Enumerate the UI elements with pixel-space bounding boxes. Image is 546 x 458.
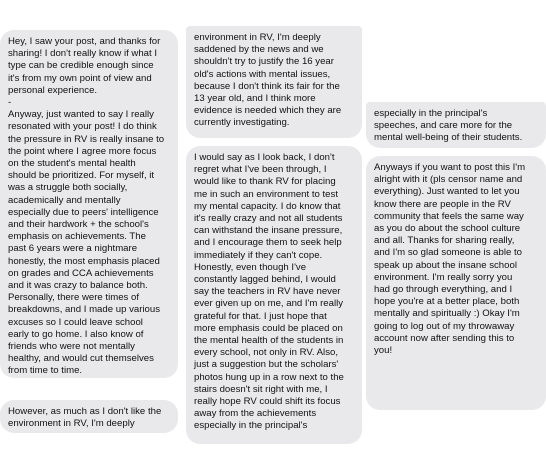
message-text: However, as much as I don't like the environment in RV, I'm deeply [8, 406, 162, 430]
message-text: Hey, I saw your post, and thanks for sharing! I don't really know if what I type can be credible enough since it's from my own point of view and personal experience. [8, 36, 161, 96]
message-bubble-5 [366, 102, 546, 148]
message-bubble-4 [186, 146, 362, 444]
message-divider-dash: - [8, 97, 12, 109]
message-text: especially in the principal's speeches, and care more for the mental well-being of their students. [374, 108, 523, 144]
message-text: environment in RV, I'm deeply saddened by the news and we shouldn't try to justify the 16 year old's actions with mental issues, because I don't think its fair for the 13 year old, and I think more evidence is needed which they are currently investigating. [194, 32, 342, 129]
message-bubble-1 [0, 30, 178, 378]
message-text: Anyway, just wanted to say I really resonated with your post! I do think the pressure in RV is really insane to the point where I agree more focus on the student's mental health should be prioritized. For myself, it was a struggle both socially, academically and mentally especially due to peers' intelligence and their hardwork + the school's emphasis on achievements. The past 6 years were a nightmare honestly, the most emphasis placed on grades and CCA achievements and it was crazy to balance both. Personally, there were times of breakdowns, and I made up various excuses so I could leave school early to go home. I also know of friends who were not mentally healthy, and would cut themselves from time to time. [8, 109, 165, 377]
message-text: I would say as I look back, I don't regret what I've been through, I would like to thank RV for placing me in such an environment to test my mental capacity. I do know that it's really crazy and not all students can withstand the insane pressure, and I encourage them to seek help immediately if they can't cope. Honestly, even though I've constantly lagged behind, I would say the teachers in RV have never ever given up on me, and I'm really grateful for that. I just hope that more emphasis could be placed on the mental health of the students in every school, not only in RV. Also, just a suggestion but the scholars' photos hung up in a row next to the stairs doesn't sit right with me, I really hope RV could shift its focus away from the achievements especially in the principal's [194, 152, 344, 432]
message-bubble-6 [366, 156, 546, 410]
message-text: Anyways if you want to post this I'm alright with it (pls censor name and everything). Just wanted to let you know there are people in the RV community that feels the same way as you do about the school culture and all. Thanks for sharing really, and I'm so glad someone is able to speak up about the insane school environment. I'm really sorry you had go through everything, and I hope you're at a better place, both mentally and spiritually :) Okay I'm going to log out of my throwaway account now after sending this to you! [374, 162, 526, 357]
message-bubble-3 [186, 26, 362, 138]
message-bubble-2 [0, 400, 178, 433]
